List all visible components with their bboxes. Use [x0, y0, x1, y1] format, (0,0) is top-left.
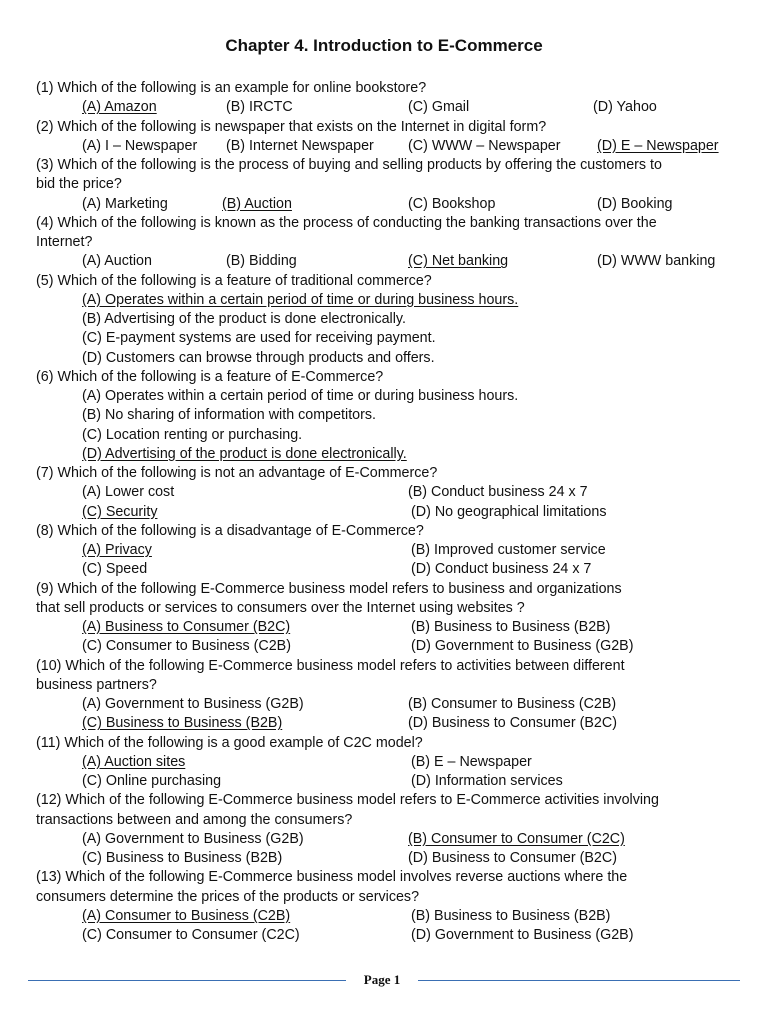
question-5: (5) Which of the following is a feature of traditional commerce?: [36, 272, 432, 289]
option-d: (D) Government to Business (G2B): [411, 927, 634, 943]
question-6-option-c: [36, 426, 736, 445]
question-7: (7) Which of the following is not an advantage of E-Commerce?: [36, 465, 438, 481]
option-c: (C) Consumer to Consumer (C2C): [82, 927, 300, 943]
option-a: (A) Operates within a certain period of time or during business hours.: [82, 291, 519, 308]
option-c: (C) Speed: [82, 561, 148, 578]
question-7-options-ab: [36, 483, 736, 502]
question-1-options: [36, 98, 736, 117]
question-5-option-b: [36, 310, 736, 329]
option-c: (C) Net banking: [408, 253, 509, 270]
option-d: (D) Advertising of the product is done electronically.: [82, 445, 407, 462]
question-3-cont: bid the price?: [36, 176, 122, 193]
option-b: (B) Improved customer service: [411, 542, 606, 558]
option-b: (B) Business to Business (B2B): [411, 619, 611, 635]
question-10-options-cd: [36, 714, 736, 733]
option-b: (B) Bidding: [226, 253, 297, 270]
page-number: Page 1: [363, 972, 401, 987]
question-5-option-c: [36, 329, 736, 348]
option-d: (D) E – Newspaper: [597, 137, 719, 154]
question-9-options-cd: [36, 637, 736, 656]
question-4-cont: Internet?: [36, 234, 93, 250]
question-2: (2) Which of the following is newspaper that exists on the Internet in digital form?: [36, 118, 547, 135]
option-d: (D) Government to Business (G2B): [411, 638, 634, 655]
question-11: (11) Which of the following is a good example of C2C model?: [36, 734, 423, 751]
question-7-options-cd: [36, 503, 736, 522]
option-c: (C) Location renting or purchasing.: [82, 426, 303, 443]
option-c: (C) WWW – Newspaper: [408, 137, 561, 154]
question-13-options-ab: [36, 907, 736, 926]
question-13-options-cd: [36, 926, 736, 945]
question-3-options: [36, 195, 736, 214]
option-b: (B) Advertising of the product is done electronically.: [82, 311, 406, 327]
option-c: (C) Online purchasing: [82, 773, 222, 789]
question-6-option-d: [36, 445, 736, 464]
question-4-options: [36, 252, 736, 271]
option-a: (A) Consumer to Business (C2B): [82, 907, 291, 924]
question-10-options-ab: [36, 695, 736, 714]
option-a: (A) Operates within a certain period of time or during business hours.: [82, 388, 519, 404]
question-12-cont: transactions between and among the consumers?: [36, 811, 353, 828]
option-b: (B) Consumer to Business (C2B): [408, 696, 617, 712]
question-13-cont: consumers determine the prices of the products or services?: [36, 888, 420, 905]
question-12-options-cd: [36, 849, 736, 868]
option-d: (D) Yahoo: [593, 99, 657, 116]
question-list: [36, 79, 736, 945]
option-d: (D) Information services: [411, 773, 563, 789]
option-c: (C) Security: [82, 503, 158, 520]
question-11-options-ab: [36, 753, 736, 772]
option-b: (B) No sharing of information with competitors.: [82, 407, 376, 424]
question-11-options-cd: [36, 772, 736, 791]
option-d: (D) WWW banking: [597, 253, 716, 270]
question-12: (12) Which of the following E-Commerce business model refers to E-Commerce activities involving: [36, 792, 659, 809]
question-10: (10) Which of the following E-Commerce business model refers to activities between different: [36, 657, 625, 674]
question-5-option-a: [36, 291, 736, 310]
question-13: (13) Which of the following E-Commerce business model involves reverse auctions where the: [36, 869, 628, 886]
question-1: (1) Which of the following is an example for online bookstore?: [36, 80, 427, 96]
option-a: (A) Amazon: [82, 99, 157, 116]
question-10-cont: business partners?: [36, 676, 157, 693]
option-a: (A) I – Newspaper: [82, 137, 198, 154]
question-9-cont: that sell products or services to consumers over the Internet using websites ?: [36, 599, 525, 616]
question-12-options-ab: [36, 830, 736, 849]
footer-rule-right: [418, 980, 740, 981]
option-c: (C) Business to Business (B2B): [82, 715, 283, 732]
option-d: (D) Booking: [597, 195, 673, 212]
option-c: (C) Gmail: [408, 99, 470, 116]
question-6: (6) Which of the following is a feature of E-Commerce?: [36, 368, 384, 385]
option-a: (A) Business to Consumer (B2C): [82, 619, 291, 635]
option-b: (B) Internet Newspaper: [226, 137, 374, 154]
option-d: (D) Business to Consumer (B2C): [408, 715, 617, 732]
option-d: (D) No geographical limitations: [411, 503, 607, 520]
option-b: (B) Consumer to Consumer (C2C): [408, 830, 625, 847]
option-d: (D) Conduct business 24 x 7: [411, 561, 592, 578]
option-c: (C) Business to Business (B2B): [82, 850, 283, 866]
footer-rule-left: [28, 980, 346, 981]
question-9: (9) Which of the following E-Commerce business model refers to business and organizations: [36, 580, 622, 597]
question-8-options-cd: [36, 560, 736, 579]
option-a: (A) Government to Business (G2B): [82, 696, 304, 712]
question-2-options: [36, 137, 736, 156]
option-a: (A) Auction: [82, 253, 152, 270]
option-c: (C) Consumer to Business (C2B): [82, 638, 291, 655]
option-a: (A) Government to Business (G2B): [82, 830, 304, 847]
option-a: (A) Auction sites: [82, 753, 186, 770]
question-8-options-ab: [36, 541, 736, 560]
question-9-options-ab: [36, 618, 736, 637]
option-c: (C) Bookshop: [408, 195, 496, 212]
option-b: (B) E – Newspaper: [411, 753, 532, 770]
question-6-option-b: [36, 406, 736, 425]
question-6-option-a: [36, 387, 736, 406]
option-b: (B) Auction: [222, 195, 292, 212]
option-b: (B) IRCTC: [226, 99, 293, 116]
option-b: (B) Conduct business 24 x 7: [408, 484, 588, 501]
option-c: (C) E-payment systems are used for receiving payment.: [82, 330, 436, 347]
question-8: (8) Which of the following is a disadvantage of E-Commerce?: [36, 522, 424, 539]
option-b: (B) Business to Business (B2B): [411, 907, 611, 924]
page-title: Chapter 4. Introduction to E-Commerce: [225, 36, 543, 55]
option-a: (A) Privacy: [82, 542, 152, 558]
page-footer: [28, 970, 740, 992]
option-d: (D) Business to Consumer (B2C): [408, 850, 617, 866]
option-a: (A) Marketing: [82, 195, 168, 212]
question-4: (4) Which of the following is known as the process of conducting the banking transactions over the: [36, 214, 657, 231]
option-d: (D) Customers can browse through products and offers.: [82, 349, 435, 366]
question-5-option-d: [36, 349, 736, 368]
option-a: (A) Lower cost: [82, 484, 175, 501]
question-3: (3) Which of the following is the process of buying and selling products by offering the customers to: [36, 157, 662, 173]
